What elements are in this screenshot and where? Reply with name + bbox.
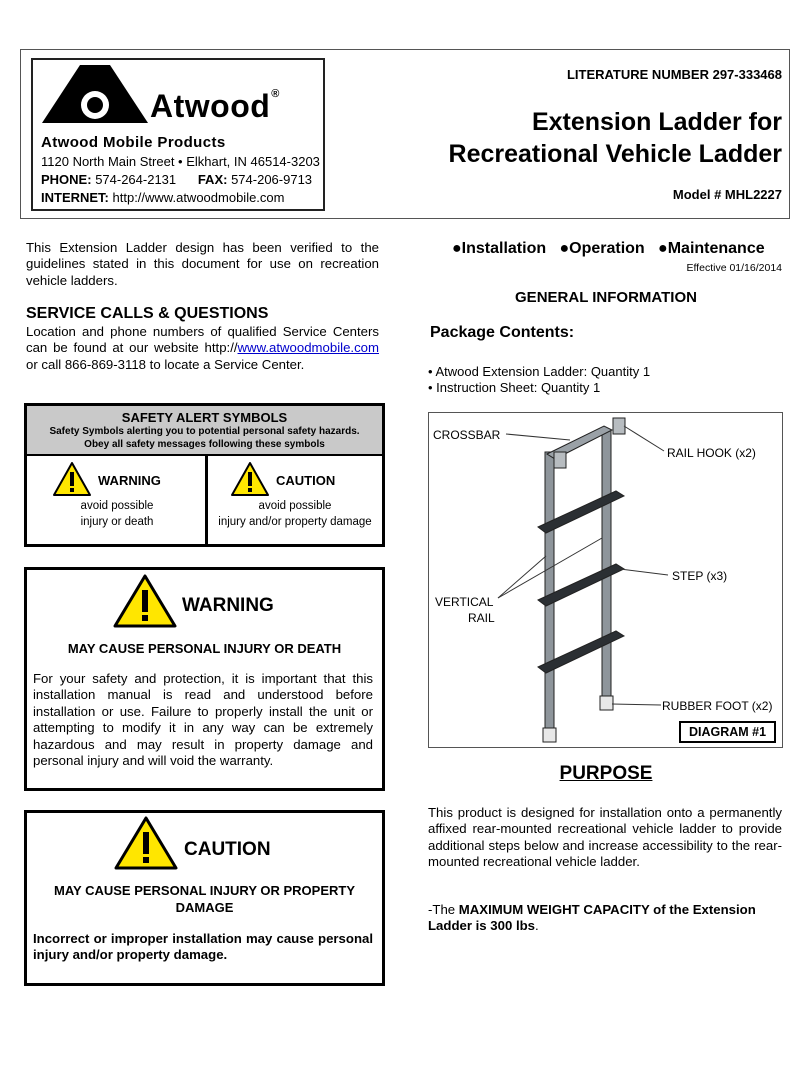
caution-box-title: CAUTION <box>184 839 271 860</box>
warning-triangle-icon <box>52 461 92 497</box>
package-contents-heading: Package Contents: <box>430 324 575 341</box>
vertical-rail-right <box>602 430 611 698</box>
model-number: Model # MHL2227 <box>672 187 782 202</box>
caution-box-subhead: MAY CAUSE PERSONAL INJURY OR PROPERTY DAMAGE <box>54 883 355 915</box>
safety-table-divider <box>205 456 208 544</box>
warning-box-subhead: MAY CAUSE PERSONAL INJURY OR DEATH <box>67 641 342 656</box>
warning-box-title: WARNING <box>182 595 274 616</box>
service-paragraph: Location and phone numbers of qualified Service Centers can be found at our website http://www.atwoodmobile.com or call 866-869-3118 to locate a Service Center. <box>26 324 379 372</box>
effective-date: Effective 01/16/2014 <box>686 262 782 274</box>
safety-alert-sub2: Obey all safety messages following these symbols <box>84 439 325 450</box>
safety-alert-title: SAFETY ALERT SYMBOLS <box>121 410 288 425</box>
ladder-illustration <box>428 412 783 748</box>
caution-box-triangle-icon <box>113 815 179 871</box>
label-crossbar: CROSSBAR <box>433 428 501 442</box>
safety-warning-sub: avoid possible injury or death <box>80 500 154 528</box>
package-item: • Atwood Extension Ladder: Quantity 1 <box>428 364 651 379</box>
rubber-foot-right <box>600 696 613 710</box>
intro-paragraph: This Extension Ladder design has been verified to the guidelines stated in this document for use on recreation vehicle ladders. <box>26 240 379 288</box>
capacity-paragraph: -The MAXIMUM WEIGHT CAPACITY of the Extension Ladder is 300 lbs. <box>428 902 756 934</box>
safety-caution-label: CAUTION <box>276 473 336 488</box>
label-rail: RAIL <box>468 611 495 625</box>
document-title: Extension Ladder for Recreational Vehicle Ladder <box>448 108 782 168</box>
logo-internet: INTERNET: http://www.atwoodmobile.com <box>41 190 285 205</box>
general-info-heading: GENERAL INFORMATION <box>515 289 697 306</box>
safety-alert-sub1: Safety Symbols alerting you to potential personal safety hazards. <box>49 426 360 437</box>
caution-triangle-icon <box>230 461 270 497</box>
safety-caution-sub: avoid possible injury and/or property damage <box>218 500 372 528</box>
rail-hook-left <box>554 452 566 468</box>
caution-box-body: Incorrect or improper installation may cause personal injury and/or property damage. <box>33 931 373 963</box>
section-bullets: ●Installation ●Operation ●Maintenance <box>452 240 765 257</box>
logo-wordmark: Atwood® <box>150 88 280 124</box>
literature-number: LITERATURE NUMBER 297-333468 <box>566 67 782 82</box>
rubber-foot-left <box>543 728 556 742</box>
label-rail-hook: RAIL HOOK (x2) <box>667 446 756 460</box>
atwood-logo-mark-icon <box>40 63 150 125</box>
service-heading: SERVICE CALLS & QUESTIONS <box>26 305 269 322</box>
logo-company-name: Atwood Mobile Products <box>41 134 226 151</box>
package-item: • Instruction Sheet: Quantity 1 <box>428 380 601 395</box>
diagram-caption: DIAGRAM #1 <box>679 721 776 743</box>
logo-address: 1120 North Main Street • Elkhart, IN 46514-3203 <box>41 154 320 169</box>
warning-box-body: For your safety and protection, it is important that this installation manual is read and understood before installation or use. Failure to properly install the unit or attempting to modify it in any way can be extremely hazardous and may result in property damage and personal injury and will void the warranty. <box>33 671 373 769</box>
safety-alert-header <box>27 406 382 456</box>
rail-hook-right <box>613 418 625 434</box>
label-rubber-foot: RUBBER FOOT (x2) <box>662 699 773 713</box>
vertical-rail-left <box>545 452 554 730</box>
label-step: STEP (x3) <box>672 569 728 583</box>
purpose-heading: PURPOSE <box>559 763 653 784</box>
website-link[interactable]: www.atwoodmobile.com <box>237 340 379 356</box>
logo-phone-fax: PHONE: 574-264-2131 FAX: 574-206-9713 <box>41 172 313 187</box>
purpose-paragraph: This product is designed for installation onto a permanently affixed rear-mounted recreational vehicle ladder to provide additional steps below and increase accessibility to the rear-mounted recreational vehicle ladder. <box>428 805 782 870</box>
label-vertical: VERTICAL <box>435 595 494 609</box>
safety-warning-label: WARNING <box>98 473 161 488</box>
warning-box-triangle-icon <box>112 573 178 629</box>
